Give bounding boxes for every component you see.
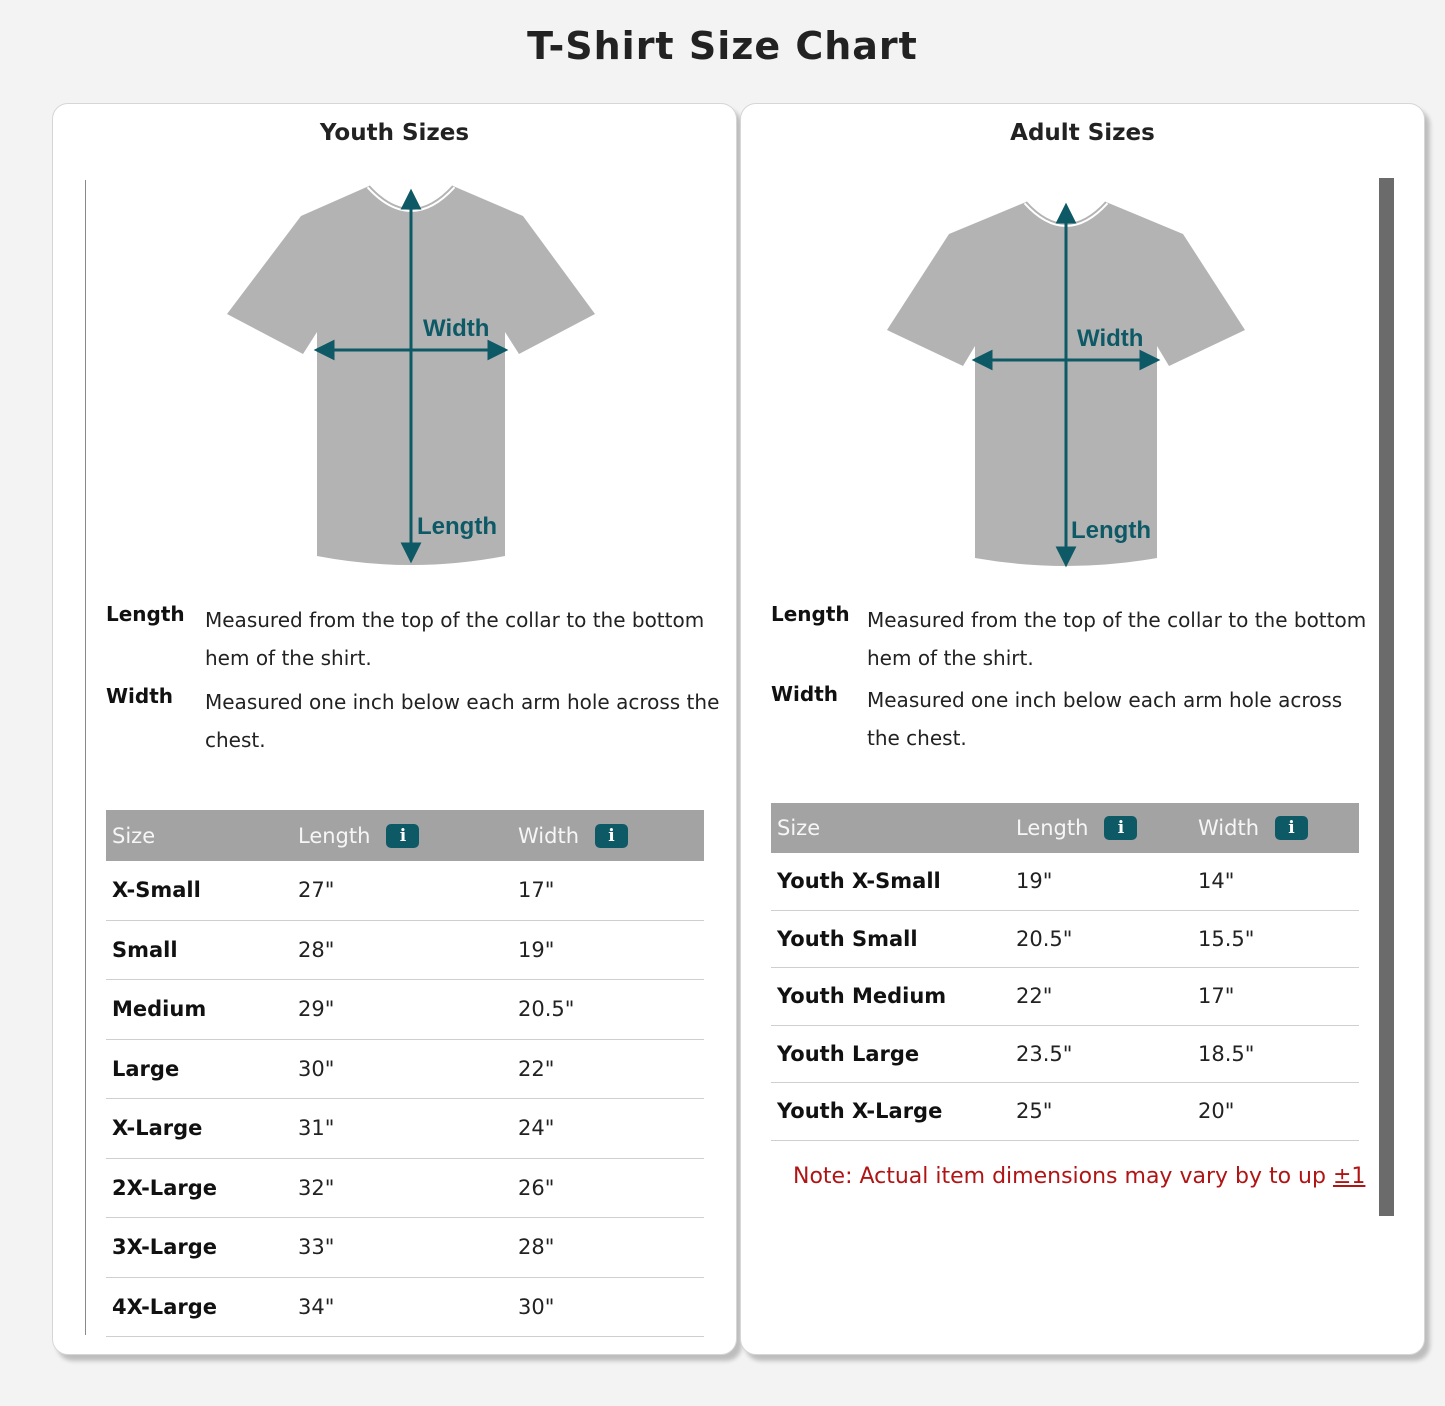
definition-width xyxy=(771,681,1371,757)
measurement-definitions xyxy=(771,601,1371,757)
length-cell: 34" xyxy=(298,1294,335,1319)
size-cell: Youth Large xyxy=(777,1041,920,1066)
header-width: Width i xyxy=(1198,816,1308,840)
header-size: Size xyxy=(112,823,156,848)
table-row xyxy=(106,921,704,981)
definition-text: Measured from the top of the collar to the bottom hem of the shirt. xyxy=(205,608,705,670)
size-cell: X-Small xyxy=(112,878,201,903)
table-row xyxy=(106,1040,704,1100)
size-cell: Medium xyxy=(112,997,207,1022)
definition-term: Width xyxy=(106,684,174,708)
table-row xyxy=(106,1278,704,1338)
table-row xyxy=(106,980,704,1040)
size-cell: Large xyxy=(112,1056,180,1081)
length-cell: 32" xyxy=(298,1175,335,1200)
table-row xyxy=(771,1026,1359,1084)
tshirt-measurement-diagram xyxy=(885,198,1247,570)
youth-panel-title: Youth Sizes xyxy=(319,120,470,146)
table-row xyxy=(106,861,704,921)
definition-length xyxy=(106,601,726,677)
table-row xyxy=(106,1159,704,1219)
size-cell: Youth Medium xyxy=(777,984,947,1009)
scrollbar[interactable] xyxy=(1379,178,1394,1216)
width-label: Width xyxy=(1077,325,1144,352)
size-cell: Youth X-Small xyxy=(777,869,941,894)
size-cell: 2X-Large xyxy=(112,1175,217,1200)
table-body xyxy=(771,853,1359,1141)
length-cell: 23.5" xyxy=(1016,1041,1073,1066)
length-cell: 28" xyxy=(298,937,335,962)
header-length: Length i xyxy=(1016,816,1198,840)
width-cell: 26" xyxy=(518,1175,555,1200)
info-icon[interactable]: i xyxy=(1104,816,1137,840)
table-row xyxy=(771,911,1359,969)
size-variance-note: Note: Actual item dimensions may vary by to up ±1 xyxy=(793,1164,1366,1189)
width-cell: 28" xyxy=(518,1235,555,1260)
definition-term: Width xyxy=(771,682,839,706)
size-cell: Youth Small xyxy=(777,926,918,951)
definition-text: Measured from the top of the collar to the bottom hem of the shirt. xyxy=(867,608,1367,670)
definition-length xyxy=(771,601,1371,677)
size-cell: X-Large xyxy=(112,1116,203,1141)
length-cell: 33" xyxy=(298,1235,335,1260)
length-cell: 27" xyxy=(298,878,335,903)
width-cell: 17" xyxy=(1198,984,1235,1009)
size-cell: 4X-Large xyxy=(112,1294,217,1319)
header-width: Width i xyxy=(518,824,628,848)
definition-text: Measured one inch below each arm hole across the chest. xyxy=(205,690,720,752)
width-cell: 17" xyxy=(518,878,555,903)
table-row xyxy=(106,1099,704,1159)
table-row xyxy=(106,1218,704,1278)
size-cell: 3X-Large xyxy=(112,1235,217,1260)
size-cell: Small xyxy=(112,937,178,962)
width-cell: 20.5" xyxy=(518,997,575,1022)
width-label: Width xyxy=(423,315,490,342)
width-cell: 18.5" xyxy=(1198,1041,1255,1066)
table-header xyxy=(106,810,704,861)
definition-width xyxy=(106,683,726,759)
adult-sizes-panel xyxy=(740,103,1425,1355)
adult-size-table xyxy=(771,803,1359,1141)
measurement-definitions xyxy=(106,601,726,759)
length-cell: 31" xyxy=(298,1116,335,1141)
width-cell: 15.5" xyxy=(1198,926,1255,951)
length-cell: 22" xyxy=(1016,984,1053,1009)
info-icon[interactable]: i xyxy=(1275,816,1308,840)
info-icon[interactable]: i xyxy=(595,824,628,848)
length-cell: 20.5" xyxy=(1016,926,1073,951)
definition-text: Measured one inch below each arm hole across the chest. xyxy=(867,688,1343,750)
table-row xyxy=(771,1083,1359,1141)
length-label: Length xyxy=(417,513,497,540)
length-cell: 30" xyxy=(298,1056,335,1081)
adult-panel-title: Adult Sizes xyxy=(1010,120,1155,146)
length-label: Length xyxy=(1071,517,1151,544)
header-size: Size xyxy=(777,816,821,840)
table-body xyxy=(106,861,704,1337)
panel-divider-line xyxy=(85,180,86,1335)
table-row xyxy=(771,968,1359,1026)
size-cell: Youth X-Large xyxy=(777,1099,943,1124)
tshirt-measurement-diagram xyxy=(223,182,598,566)
length-cell: 19" xyxy=(1016,869,1053,894)
youth-size-table xyxy=(106,810,704,1337)
youth-sizes-panel xyxy=(52,103,737,1355)
definition-term: Length xyxy=(106,602,185,626)
length-cell: 29" xyxy=(298,997,335,1022)
width-cell: 22" xyxy=(518,1056,555,1081)
width-cell: 30" xyxy=(518,1294,555,1319)
width-cell: 14" xyxy=(1198,869,1235,894)
width-cell: 20" xyxy=(1198,1099,1235,1124)
page-title: T-Shirt Size Chart xyxy=(527,24,918,68)
header-length: Length i xyxy=(298,824,518,848)
table-row xyxy=(771,853,1359,911)
definition-term: Length xyxy=(771,602,850,626)
width-cell: 19" xyxy=(518,937,555,962)
table-header xyxy=(771,803,1359,853)
info-icon[interactable]: i xyxy=(386,824,419,848)
length-cell: 25" xyxy=(1016,1099,1053,1124)
width-cell: 24" xyxy=(518,1116,555,1141)
